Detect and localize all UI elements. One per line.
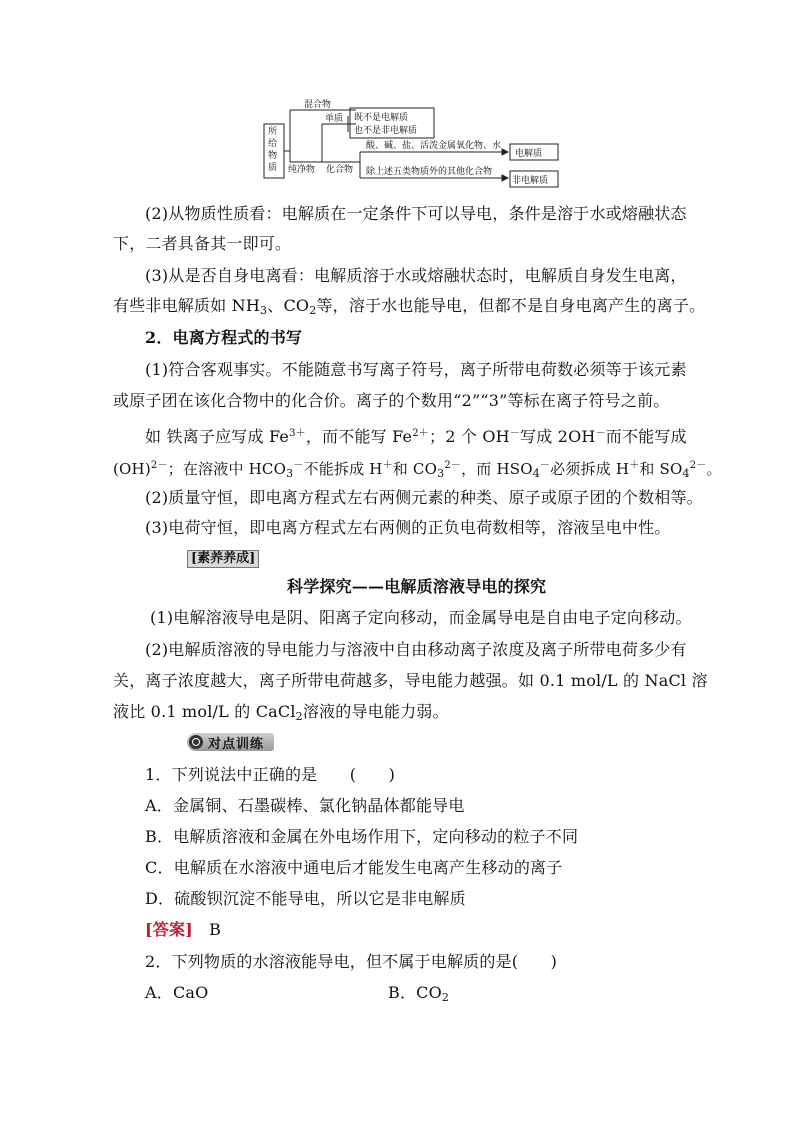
superscript: 2－ [444, 460, 462, 471]
subscript: 4 [532, 467, 540, 480]
text-span: (OH) [113, 460, 151, 478]
para-conductivity-line4 [113, 702, 449, 727]
text-span: ；2 个 OH [429, 427, 510, 446]
question-1-option-b: B．电解质溶液和金属在外电场作用下，定向移动的粒子不同 [145, 827, 579, 846]
para-conductivity-line3: 关，离子浓度越大，离子所带电荷越多，导电能力越强。如 0.1 mol/L 的 NaCl 溶 [113, 671, 708, 690]
practice-label: 对点训练 [208, 736, 265, 752]
diagram-pure: 纯净物 [288, 165, 316, 175]
text-span: B．CO [388, 983, 442, 1002]
diagram-root-char: 给 [268, 139, 278, 149]
section-title: 科学探究——电解质溶液导电的探究 [287, 577, 547, 596]
diagram-neither-1: 既不是电解质 [354, 113, 409, 123]
text-span: 而不能写成 [605, 427, 687, 446]
text-span: ；在溶液中 HCO [167, 460, 287, 478]
text-span: 不能拆成 H [303, 460, 383, 478]
diagram-root-char: 所 [268, 127, 278, 137]
para-mass: (2)质量守恒，即电离方程式左右两侧元素的种类、原子或原子团的个数相等。 [145, 488, 703, 507]
answer-label: [答案] [145, 920, 193, 939]
superscript: 3＋ [289, 428, 306, 439]
diagram-compound: 化合物 [326, 165, 354, 175]
para-conductivity-line1: (1)电解溶液导电是阴、阳离子定向移动，而金属导电是自由电子定向移动。 [150, 608, 692, 627]
para-property-line2: 下，二者具备其一即可。 [113, 234, 292, 253]
example-line2 [113, 456, 722, 484]
superscript: － [509, 428, 521, 439]
para-property-line1: (2)从物质性质看：电解质在一定条件下可以导电，条件是溶于水或熔融状态 [145, 204, 687, 223]
diagram-neither-2: 也不是非电解质 [354, 126, 418, 136]
text-span: 液比 0.1 mol/L 的 CaCl [113, 702, 296, 721]
para-ion-line1: (3)从是否自身电离看：电解质溶于水或熔融状态时，电解质自身发生电离， [145, 266, 687, 285]
text-span: 。 [706, 460, 722, 478]
practice-banner [187, 733, 274, 751]
superscript: 2－ [689, 460, 707, 471]
para-conductivity-line2: (2)电解质溶液的导电能力与溶液中自由移动离子浓度及离子所带电荷多少有 [145, 640, 687, 659]
text-span: ，而不能写 Fe [305, 427, 413, 446]
subscript: 4 [682, 467, 690, 480]
text-span: 有些非电解质如 NH [113, 296, 261, 315]
text-span: 、CO [267, 296, 310, 315]
question-2-option-b [388, 983, 449, 1008]
literacy-tag: [素养养成] [187, 550, 259, 568]
para-ion-line2 [113, 296, 705, 321]
superscript: － [293, 460, 304, 471]
diagram-mixture: 混合物 [304, 100, 332, 110]
heading-equation: 2．电离方程式的书写 [145, 328, 303, 347]
question-1-option-a: A．金属铜、石墨碳棒、氯化钠晶体都能导电 [145, 796, 465, 815]
question-1-answer [145, 920, 221, 940]
diagram-root-char: 质 [268, 163, 278, 173]
superscript: ＋ [629, 460, 640, 471]
diagram-element: 单质 [325, 114, 344, 124]
text-span: 写成 2OH [520, 427, 596, 446]
subscript: 2 [441, 991, 450, 1004]
classification-diagram [262, 98, 564, 190]
text-span: ，而 HSO [461, 460, 533, 478]
subscript: 2 [309, 304, 317, 317]
superscript: － [595, 428, 606, 439]
question-1-stem: 1．下列说法中正确的是 ( ) [145, 765, 396, 784]
diagram-nonelectrolyte: 非电解质 [512, 176, 549, 186]
subscript: 3 [260, 304, 268, 317]
para-fact-line2: 或原子团在该化合物中的化合价。离子的个数用“2”“3”等标在离子符号之前。 [113, 391, 670, 410]
text-span: 溶液的导电能力弱。 [302, 702, 449, 721]
superscript: 2＋ [412, 428, 429, 439]
question-1-option-d: D．硫酸钡沉淀不能导电，所以它是非电解质 [145, 889, 466, 908]
superscript: － [539, 460, 551, 471]
text-span: 和 CO [392, 460, 438, 478]
answer-value: B [209, 920, 222, 939]
diagram-electrolyte: 电解质 [515, 149, 543, 159]
subscript: 2 [295, 710, 303, 723]
superscript: ＋ [382, 460, 393, 471]
question-2-stem: 2．下列物质的水溶液能导电，但不属于电解质的是( ) [145, 952, 558, 971]
text-span: 必须拆成 H [550, 460, 630, 478]
diagram-root-char: 物 [268, 151, 278, 161]
target-icon [189, 735, 203, 749]
para-fact-line1: (1)符合客观事实。不能随意书写离子符号，离子所带电荷数必须等于该元素 [145, 360, 687, 379]
diagram-acids: 酸、碱、盐、活泼金属氧化物、水 [366, 141, 502, 151]
text-span: 如 铁离子应写成 Fe [145, 427, 290, 446]
subscript: 3 [286, 467, 294, 480]
question-2-option-a: A．CaO [145, 983, 209, 1002]
diagram-others: 除上述五类物质外的其他化合物 [366, 167, 493, 177]
question-1-option-c: C．电解质在水溶液中通电后才能发生电离产生移动的离子 [145, 858, 563, 877]
subscript: 3 [437, 467, 445, 480]
example-line1 [145, 424, 687, 447]
text-span: 和 SO [639, 460, 683, 478]
text-span: 等，溶于水也能导电，但都不是自身电离产生的离子。 [316, 296, 706, 315]
para-charge: (3)电荷守恒，即电离方程式左右两侧的正负电荷数相等，溶液呈电中性。 [145, 518, 671, 537]
superscript: 2－ [150, 460, 168, 471]
